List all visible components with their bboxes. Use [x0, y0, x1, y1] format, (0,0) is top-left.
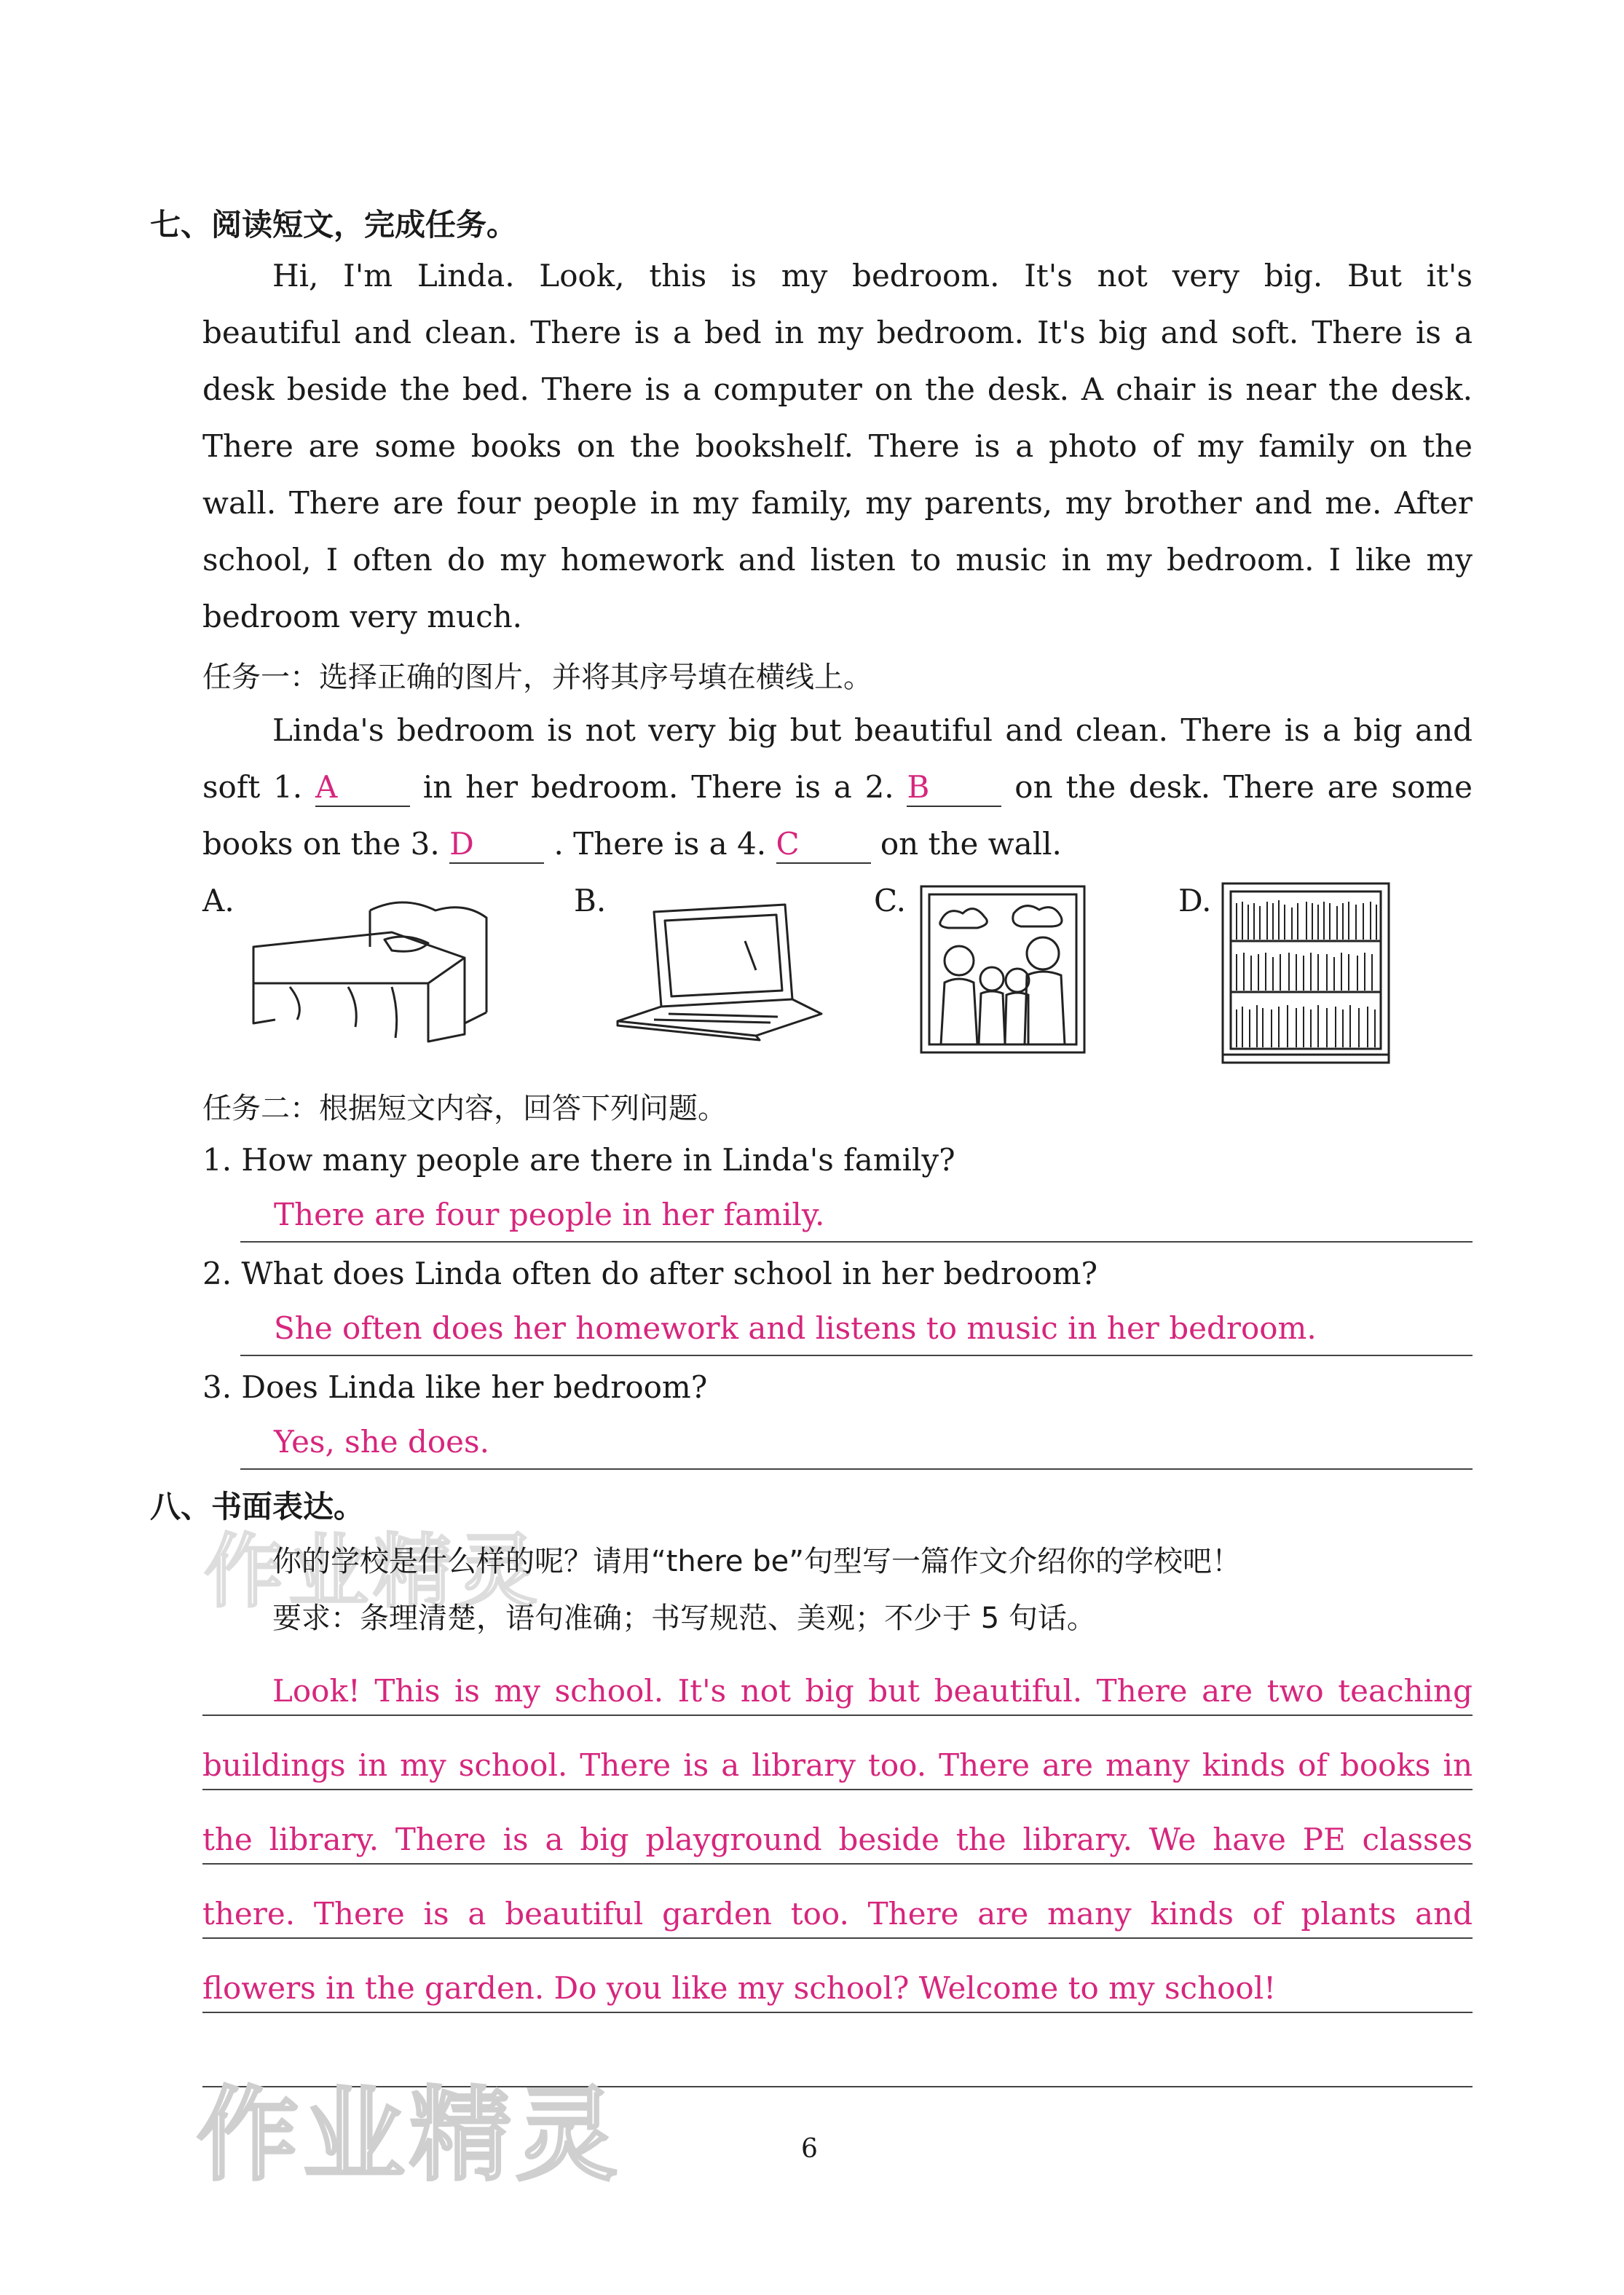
- passage-line: desk beside the bed. There is a computer on the desk. A chair is near the desk.: [202, 371, 1473, 407]
- task1-line: [202, 759, 1473, 816]
- option-label-d: D.: [1178, 883, 1212, 918]
- question-3: 3. Does Linda like her bedroom?: [202, 1369, 708, 1405]
- passage-line: wall. There are four people in my family, my parents, my brother and me. After: [202, 485, 1473, 521]
- answer-blank-3[interactable]: D: [449, 826, 544, 864]
- watermark-small: 作业精灵: [204, 1525, 542, 1618]
- bookshelf-icon: [1221, 881, 1391, 1065]
- task1-text: on the wall.: [880, 826, 1062, 862]
- task2-instruction: 任务二：根据短文内容，回答下列问题。: [202, 1092, 727, 1125]
- writing-requirements: 要求：条理清楚，语句准确；书写规范、美观；不少于 5 句话。: [272, 1602, 1096, 1635]
- answer-blank-1[interactable]: A: [315, 769, 410, 807]
- page-number: 6: [801, 2134, 818, 2164]
- task1-fill-text: [202, 702, 1473, 873]
- essay-line[interactable]: flowers in the garden. Do you like my school? Welcome to my school!: [202, 1965, 1473, 2013]
- answer-line-2[interactable]: [240, 1302, 1473, 1356]
- writing-prompt: 你的学校是什么样的呢？请用“there be”句型写一篇作文介绍你的学校吧！: [272, 1545, 1241, 1578]
- option-label-c: C.: [874, 883, 906, 918]
- passage-line: beautiful and clean. There is a bed in my bedroom. It's big and soft. There is a: [202, 315, 1473, 350]
- laptop-icon: [610, 897, 829, 1043]
- question-2: 2. What does Linda often do after school in her bedroom?: [202, 1256, 1097, 1291]
- passage-line: school, I often do my homework and listen to music in my bedroom. I like my: [202, 542, 1473, 578]
- passage-line: Hi, I'm Linda. Look, this is my bedroom. It's not very big. But it's: [272, 258, 1473, 294]
- section-8-title: 八、书面表达。: [150, 1489, 365, 1524]
- option-label-a: A.: [202, 883, 234, 918]
- task1-text: in her bedroom. There is a 2.: [422, 769, 894, 805]
- answer-text-3: Yes, she does.: [274, 1424, 489, 1460]
- task1-text: . There is a 4.: [553, 826, 767, 862]
- answer-text-1: There are four people in her family.: [274, 1197, 825, 1232]
- essay-line[interactable]: the library. There is a big playground beside the library. We have PE classes: [202, 1816, 1473, 1865]
- essay-line[interactable]: there. There is a beautiful garden too. There are many kinds of plants and: [202, 1891, 1473, 1939]
- answer-line-3[interactable]: [240, 1416, 1473, 1470]
- task1-line: [202, 816, 1473, 873]
- task1-line: Linda's bedroom is not very big but beautiful and clean. There is a big and: [272, 712, 1473, 748]
- reading-passage: [202, 248, 1473, 645]
- task1-instruction: 任务一：选择正确的图片，并将其序号填在横线上。: [202, 661, 872, 694]
- task1-text: books on the 3.: [202, 826, 440, 862]
- section-7-title: 七、阅读短文，完成任务。: [150, 207, 518, 243]
- task1-text: soft 1.: [202, 769, 303, 805]
- answer-text-2: She often does her homework and listens to music in her bedroom.: [274, 1310, 1317, 1346]
- answer-blank-2[interactable]: B: [907, 769, 1001, 807]
- family-photo-icon: [919, 884, 1087, 1055]
- bed-icon: [246, 896, 523, 1049]
- passage-line: bedroom very much.: [202, 599, 522, 634]
- essay-line[interactable]: buildings in my school. There is a library too. There are many kinds of books in: [202, 1742, 1473, 1790]
- answer-line-1[interactable]: [240, 1189, 1473, 1243]
- question-1: 1. How many people are there in Linda's family?: [202, 1142, 955, 1178]
- answer-blank-4[interactable]: C: [776, 826, 871, 864]
- essay-line[interactable]: Look! This is my school. It's not big but beautiful. There are two teaching: [202, 1668, 1473, 1716]
- task1-text: on the desk. There are some: [1014, 769, 1473, 805]
- watermark-logo: 作业精灵: [197, 2076, 623, 2195]
- option-label-b: B.: [574, 883, 607, 918]
- passage-line: There are some books on the bookshelf. There is a photo of my family on the: [202, 428, 1473, 464]
